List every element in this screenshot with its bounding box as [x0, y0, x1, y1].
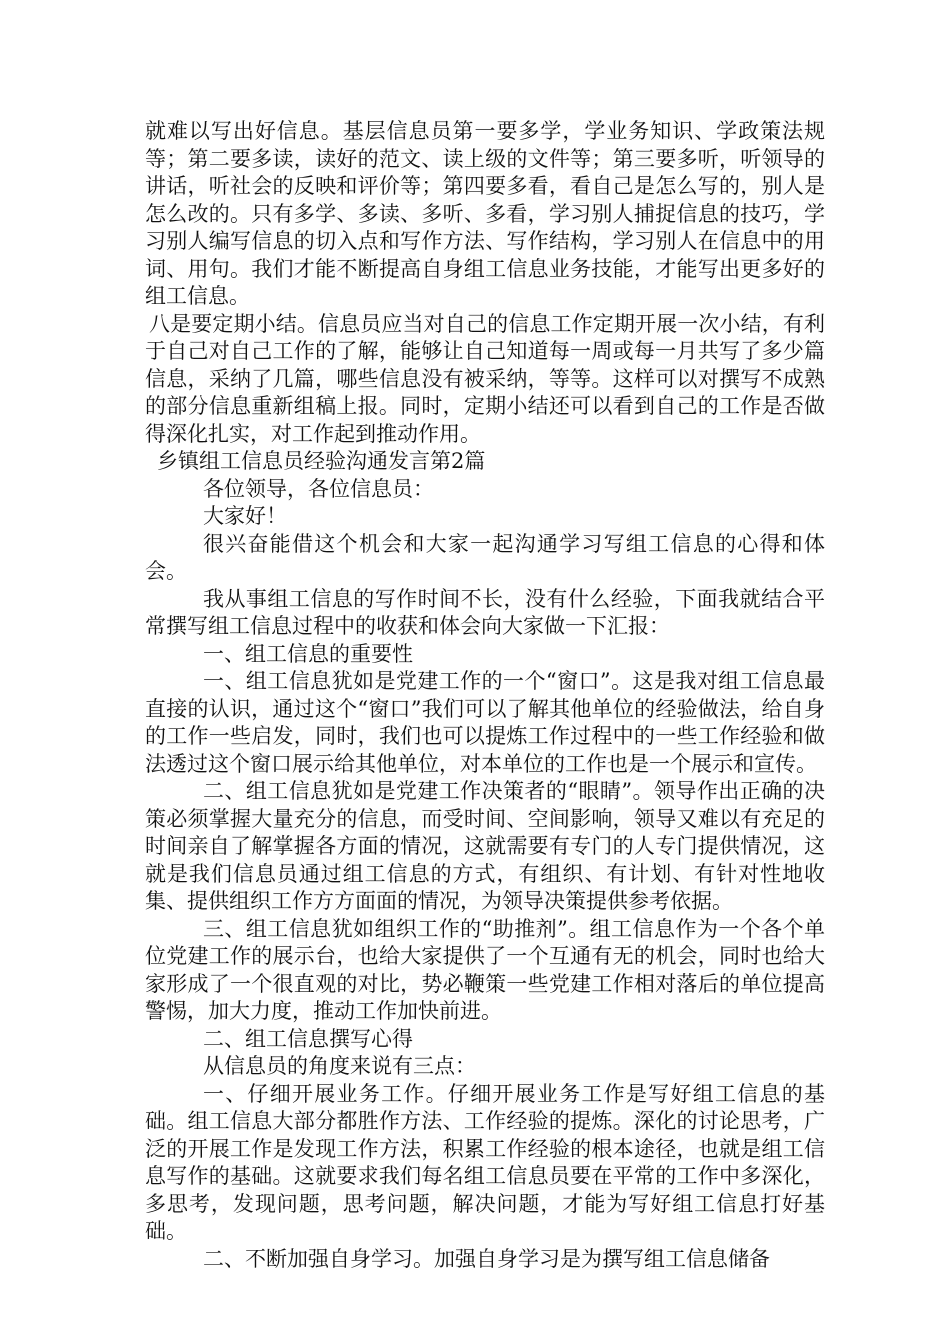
paragraph-careful-work: 一、仔细开展业务工作。仔细开展业务工作是写好组工信息的基础。组工信息大部分都胜作方法、工作经验的提炼。深化的讨论思考，广泛的开展工作是发现工作方法，积累工作经验的根本途径，也就是组工信息写作的基础。这就要求我们每名组工信息员要在平常的工作中多深化，多思考，发现问题，思考问题，解决问题，才能为写好组工信息打好基础。	[145, 1081, 825, 1243]
paragraph-opening: 很兴奋能借这个机会和大家一起沟通学习写组工信息的心得和体会。	[145, 531, 825, 583]
document-page	[145, 118, 825, 1273]
paragraph-window: 一、组工信息犹如是党建工作的一个“窗口”。这是我对组工信息最直接的认识，通过这个“窗口”我们可以了解其他单位的经验做法，给自身的工作一些启发，同时，我们也可以提炼工作过程中的一些工作经验和做法透过这个窗口展示给其他单位，对本单位的工作也是一个展示和宣传。	[145, 669, 825, 776]
paragraph-introduction: 我从事组工信息的写作时间不长，没有什么经验，下面我就结合平常撰写组工信息过程中的收获和体会向大家做一下汇报：	[145, 586, 825, 638]
greeting: 大家好！	[203, 504, 287, 528]
paragraph-self-learning: 二、不断加强自身学习。加强自身学习是为撰写组工信息储备	[203, 1246, 770, 1271]
paragraph-three-points: 从信息员的角度来说有三点：	[203, 1054, 476, 1078]
paragraph-eyes: 二、组工信息犹如是党建工作决策者的“眼睛”。领导作出正确的决策必须掌握大量充分的信息，而受时间、空间影响，领导又难以有充足的时间亲自了解掌握各方面的情况，这就需要有专门的人专门提供情况，这就是我们信息员通过组工信息的方式，有组织、有计划、有针对性地收集、提供组织工作方方面面的情况，为领导决策提供参考依据。	[145, 779, 825, 913]
paragraph-periodic-summary: 八是要定期小结。信息员应当对自己的信息工作定期开展一次小结，有利于自己对自己工作的了解，能够让自己知道每一周或每一月共写了多少篇信息，采纳了几篇，哪些信息没有被采纳，等等。这样可以对撰写不成熟的部分信息重新组稿上报。同时，定期小结还可以看到自己的工作是否做得深化扎实，对工作起到推动作用。	[145, 311, 825, 446]
paragraph-learning-methods: 就难以写出好信息。基层信息员第一要多学，学业务知识、学政策法规等；第二要多读，读好的范文、读上级的文件等；第三要多听，听领导的讲话，听社会的反映和评价等；第四要多看，看自己是怎么写的，别人是怎么改的。只有多学、多读、多听、多看，学习别人捕捉信息的技巧，学习别人编写信息的切入点和写作方法、写作结构，学习别人在信息中的用词、用句。我们才能不断提高自身组工信息业务技能，才能写出更多好的组工信息。	[145, 119, 825, 308]
salutation-leaders: 各位领导，各位信息员：	[203, 476, 434, 501]
heading-writing-experience: 二、组工信息撰写心得	[203, 1026, 413, 1051]
heading-importance: 一、组工信息的重要性	[203, 641, 413, 666]
paragraph-booster: 三、组工信息犹如组织工作的“助推剂”。组工信息作为一个各个单位党建工作的展示台，也给大家提供了一个互通有无的机会，同时也给大家形成了一个很直观的对比，势必鞭策一些党建工作相对落后的单位提高警惕，加大力度，推动工作加快前进。	[145, 916, 825, 1023]
section-title: 乡镇组工信息员经验沟通发言第2篇	[157, 449, 486, 473]
